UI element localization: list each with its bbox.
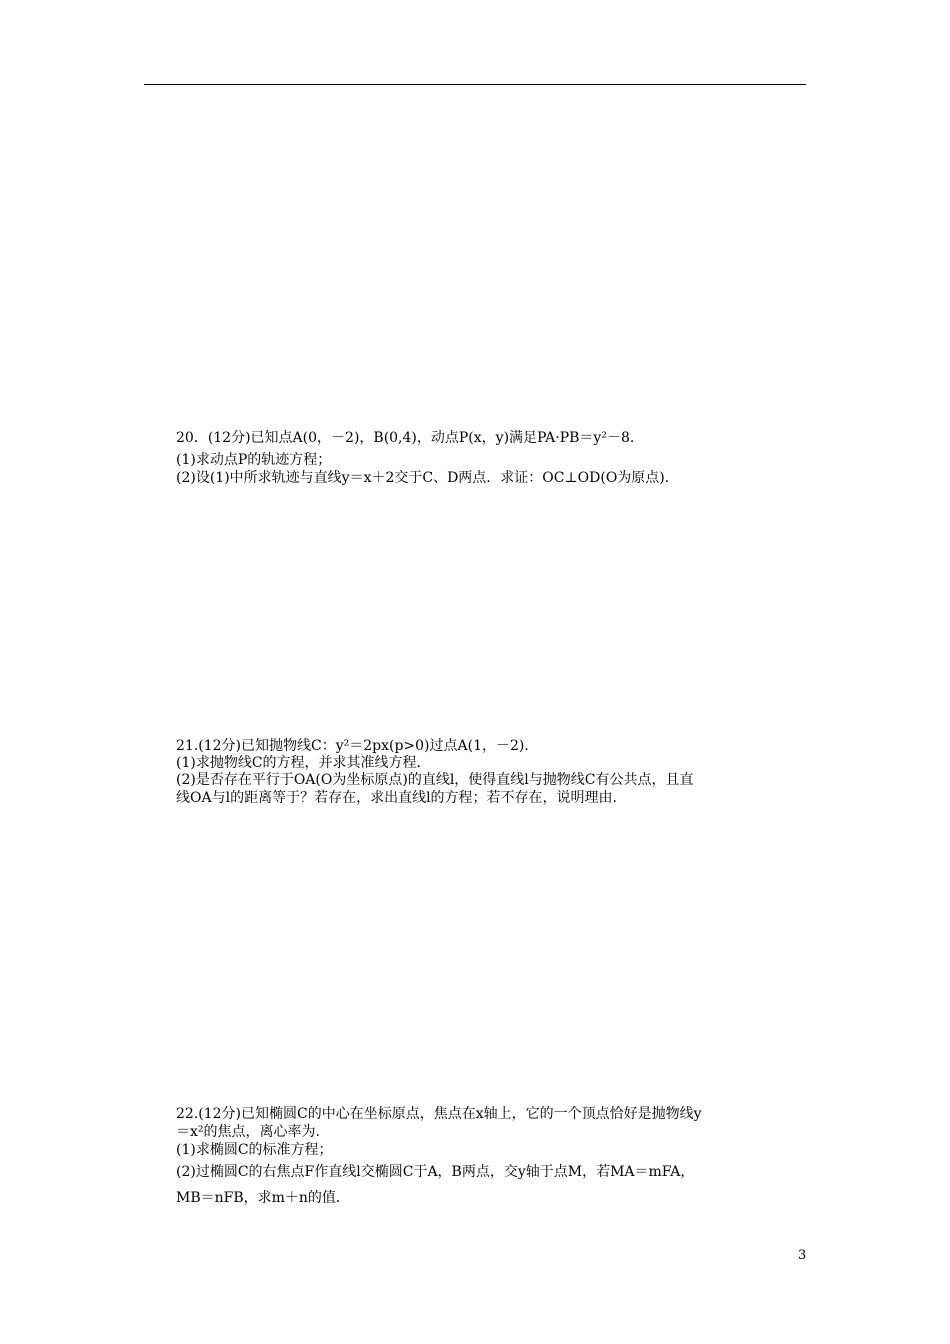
problem-22-part-2: (2)过椭圆C的右焦点F作直线l交椭圆C于A，B两点，交y轴于点M，若MA＝mFA， bbox=[176, 1164, 695, 1180]
problem-22-part-2-cont: MB＝nFB，求m＋n的值． bbox=[176, 1190, 350, 1206]
problem-20-part-1: (1)求动点P的轨迹方程； bbox=[176, 452, 332, 468]
problem-21-part-2-cont: 线OA与l的距离等于？若存在，求出直线l的方程；若不存在，说明理由． bbox=[176, 790, 627, 806]
problem-20-stem: 20．(12分)已知点A(0，－2)，B(0,4)，动点P(x，y)满足PA·PB＝y²－8. bbox=[176, 430, 635, 446]
header-rule bbox=[144, 84, 806, 85]
problem-22-stem-cont: ＝x²的焦点，离心率为. bbox=[176, 1124, 320, 1140]
problem-20-part-2: (2)设(1)中所求轨迹与直线y＝x＋2交于C、D两点．求证：OC⊥OD(O为原点)． bbox=[176, 470, 679, 486]
problem-22-part-1: (1)求椭圆C的标准方程； bbox=[176, 1142, 333, 1158]
problem-21-part-1: (1)求抛物线C的方程，并求其准线方程． bbox=[176, 755, 431, 771]
problem-22-stem: 22.(12分)已知椭圆C的中心在坐标原点，焦点在x轴上，它的一个顶点恰好是抛物线y bbox=[176, 1106, 702, 1122]
problem-21-part-2: (2)是否存在平行于OA(O为坐标原点)的直线l，使得直线l与抛物线C有公共点，且直 bbox=[176, 772, 694, 788]
problem-21-stem: 21.(12分)已知抛物线C：y²＝2px(p>0)过点A(1，－2)． bbox=[176, 738, 539, 754]
page-number: 3 bbox=[798, 1248, 807, 1263]
